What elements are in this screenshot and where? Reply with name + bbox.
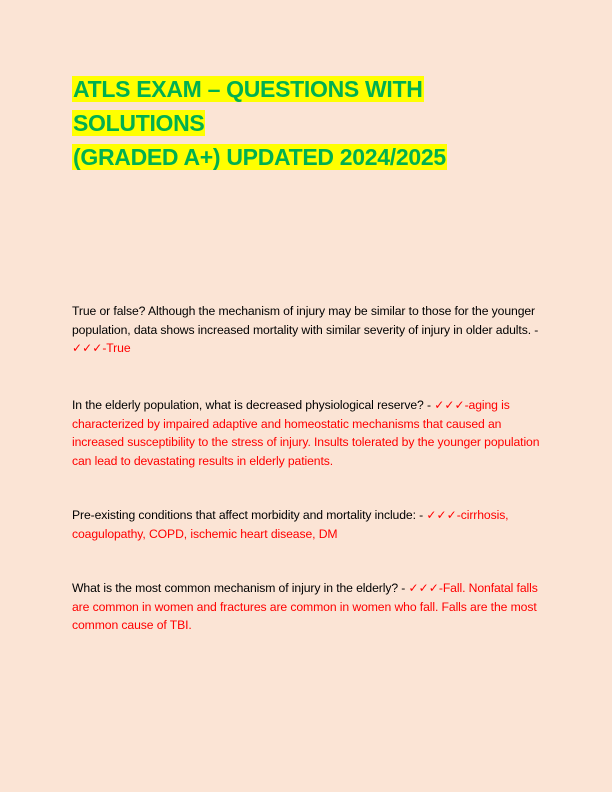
qa-item-1 xyxy=(72,302,542,358)
question-text: True or false? Although the mechanism of injury may be similar to those for the younger population, data shows increased mortality with similar severity of injury in older adults. - xyxy=(72,304,539,337)
answer-text: ✓✓✓-True xyxy=(72,341,131,355)
qa-item-4 xyxy=(72,579,542,635)
title-line-2: (GRADED A+) UPDATED 2024/2025 xyxy=(73,144,446,170)
document-title xyxy=(72,72,547,174)
answer-text: ✓✓✓-cirrhosis, coagulopathy, COPD, ischemic heart disease, DM xyxy=(72,508,509,541)
question-text: Pre-existing conditions that affect morbidity and mortality include: - xyxy=(72,508,427,522)
question-text: What is the most common mechanism of injury in the elderly? - xyxy=(72,581,409,595)
answer-text: ✓✓✓-Fall. Nonfatal falls are common in women and fractures are common in women who fall. Falls are the most common cause of TBI. xyxy=(72,581,538,632)
qa-item-3 xyxy=(72,506,542,543)
answer-text: ✓✓✓-aging is characterized by impaired adaptive and homeostatic mechanisms that caused an increased susceptibility to the stress of injury. Insults tolerated by the younger population can lead to devastating results in elderly patients. xyxy=(72,398,540,468)
qa-item-2 xyxy=(72,396,542,470)
title-line-1: ATLS EXAM – QUESTIONS WITH SOLUTIONS xyxy=(73,76,423,136)
question-text: In the elderly population, what is decreased physiological reserve? - xyxy=(72,398,435,412)
title-highlight xyxy=(72,76,447,170)
